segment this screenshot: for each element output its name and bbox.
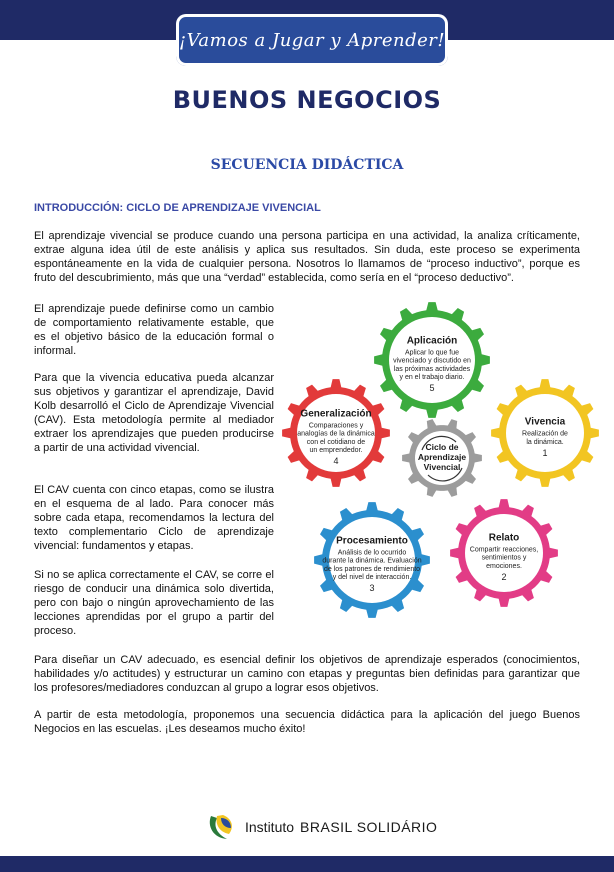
gear-generalizacion-line: Comparaciones y — [308, 422, 364, 430]
gear-aplicacion-line: las próximas actividades — [393, 365, 471, 373]
gear-relato — [450, 499, 558, 607]
gear-center-label: Ciclo de — [425, 442, 459, 452]
gear-procesamiento — [314, 502, 430, 618]
gear-center-label: Aprendizaje — [417, 452, 467, 462]
paragraph-stages: El CAV cuenta con cinco etapas, como se ilustra en el esquema de al lado. Para conocer más sobre cada etapa, recomendamos la lectura del texto complementario Ciclo de aprendizaje vivencial: fundamentos y etapas. — [34, 484, 274, 552]
gear-generalizacion-line: analogías de la dinámica — [297, 430, 375, 438]
gear-aplicacion-number: 5 — [429, 383, 435, 394]
gear-procesamiento-title: Procesamiento — [336, 535, 408, 547]
page-title: BUENOS NEGOCIOS — [172, 86, 442, 114]
header-banner — [176, 14, 448, 66]
paragraph-design: Para diseñar un CAV adecuado, es esencial definir los objetivos de aprendizaje esperados (conocimientos, habilidades y/o actitudes) y estructurar un camino con etapas y preguntas bien definidas para garantizar que los profesores/mediadores conduzcan al grupo a lograr esos objetivos. — [34, 654, 580, 694]
gear-relato-line: Compartir reacciones, — [469, 546, 539, 554]
banner-text: ¡Vamos a Jugar y Aprender! — [178, 29, 446, 51]
gear-aplicacion-line: y en el trabajo diario. — [399, 374, 465, 381]
gear-generalizacion-line: un emprendedor. — [309, 447, 363, 454]
gear-generalizacion — [282, 379, 390, 487]
gear-procesamiento-line: y del nivel de interacción. — [332, 574, 412, 581]
learning-cycle-diagram — [282, 298, 600, 638]
footer-institute-label: Instituto — [245, 819, 295, 835]
gear-relato-line: emociones. — [486, 562, 522, 570]
gear-aplicacion — [374, 302, 490, 418]
gear-vivencia-line: la dinámica. — [526, 438, 564, 446]
gear-vivencia — [491, 379, 599, 487]
footer-institute-name: BRASIL SOLIDÁRIO — [300, 819, 438, 835]
gear-relato-title: Relato — [488, 532, 520, 544]
page-subtitle: SECUENCIA DIDÁCTICA — [210, 157, 404, 173]
gear-procesamiento-line: Análisis de lo ocurrido — [337, 549, 407, 557]
gear-procesamiento-line: durante la dinámica. Evaluación — [322, 557, 422, 565]
gear-aplicacion-title: Aplicación — [406, 335, 458, 347]
section-heading: INTRODUCCIÓN: CICLO DE APRENDIZAJE VIVENCIAL — [34, 202, 321, 214]
institute-logo-icon — [205, 812, 239, 842]
gear-procesamiento-line: de los patrones de rendimiento — [323, 565, 421, 573]
paragraph-risk: Si no se aplica correctamente el CAV, se corre el riesgo de conducir una dinámica solo divertida, pero con bajo o ningún aprovechamiento de las lecciones aprendidas por el grupo a partir del proceso. — [34, 569, 274, 637]
bottom-bar — [0, 856, 614, 872]
footer-logo — [205, 812, 437, 842]
gear-procesamiento-number: 3 — [369, 583, 375, 594]
gear-generalizacion-number: 4 — [333, 456, 339, 467]
gear-vivencia-number: 1 — [542, 448, 548, 458]
paragraph-kolb: Para que la vivencia educativa pueda alcanzar sus objetivos y garantizar el aprendizaje, David Kolb desarrolló el Ciclo de Aprendizaje Vivencial (CAV). Esta metodología permite al mediador extraer los aprendizajes que pueden producirse a partir de una actividad vivencial. — [34, 372, 274, 454]
gear-generalizacion-title: Generalización — [300, 408, 372, 420]
gear-aplicacion-line: vivenciado y discutido en — [393, 357, 471, 365]
paragraph-definition: El aprendizaje puede definirse como un cambio de comportamiento relativamente estable, que es el objetivo básico de la educación formal o informal. — [34, 303, 274, 357]
paragraph-proposal: A partir de esta metodología, proponemos una secuencia didáctica para la aplicación del juego Buenos Negocios en las escuelas. ¡Les deseamos mucho éxito! — [34, 709, 580, 735]
gear-aplicacion-line: Aplicar lo que fue — [404, 349, 460, 357]
intro-paragraph: El aprendizaje vivencial se produce cuando una persona participa en una actividad, la analiza críticamente, extrae alguna idea útil de este análisis y aplica sus resultados. Sin duda, este proceso se experimenta espontáneamente en la vida de cualquier persona. Nosotros lo llamamos de “proceso inductivo”, porque es fruto del descubrimiento, más que una “verdad” establecida, como sería en el “proceso deductivo”. — [34, 230, 580, 284]
gear-vivencia-title: Vivencia — [524, 416, 566, 428]
gear-relato-line: sentimientos y — [481, 554, 527, 562]
gear-relato-number: 2 — [501, 572, 507, 583]
gear-vivencia-line: Realización de — [522, 430, 568, 438]
gear-center-label: Vivencial — [423, 462, 461, 472]
gear-generalizacion-line: con el cotidiano de — [306, 438, 366, 446]
gear-center — [402, 419, 482, 497]
